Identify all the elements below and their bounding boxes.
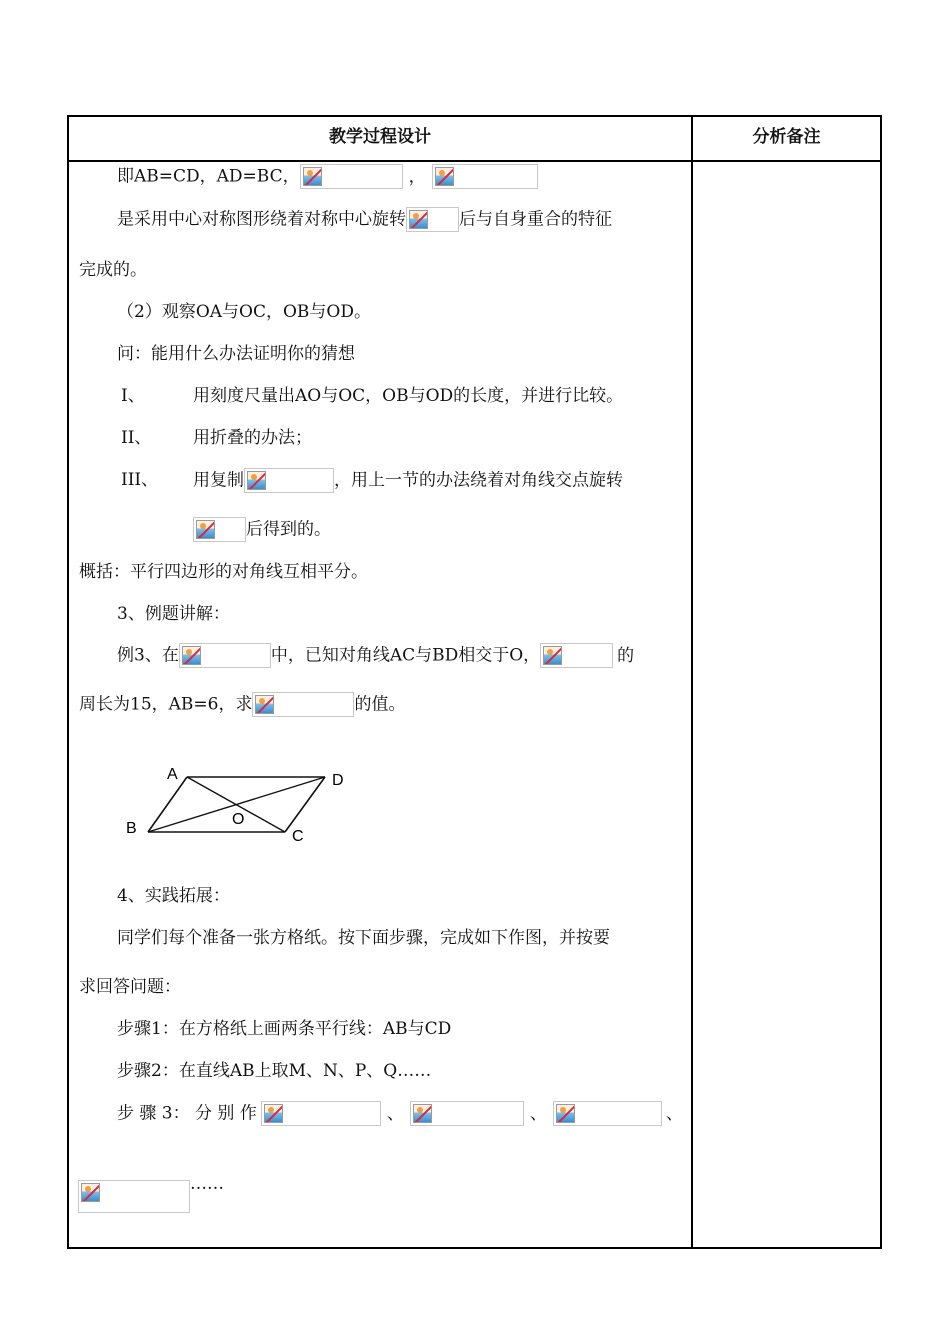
line-13: 周长为15，AB=6，求 的值。 <box>79 690 405 718</box>
col-header-process: 教学过程设计 <box>329 127 431 147</box>
broken-image-icon <box>406 207 459 232</box>
line-6-num: I、 <box>121 386 145 406</box>
line-14: 4、实践拓展： <box>117 886 230 906</box>
line-7-num: II、 <box>121 428 152 448</box>
line-18: 步骤2：在直线AB上取M、N、P、Q…… <box>117 1061 432 1081</box>
line-6-text: 用刻度尺量出AO与OC，OB与OD的长度，并进行比较。 <box>193 386 624 406</box>
broken-image-icon <box>179 643 271 668</box>
broken-image-icon <box>553 1101 662 1126</box>
broken-image-icon <box>300 164 403 189</box>
edge-dc <box>285 777 325 832</box>
label-d: D <box>332 772 344 789</box>
broken-image-icon <box>244 468 334 493</box>
edge-ab <box>148 777 187 832</box>
broken-image-icon <box>261 1101 381 1126</box>
line-2: 是采用中心对称图形绕着对称中心旋转 后与自身重合的特征 <box>117 205 612 233</box>
line-19: 步 骤 3： 分 别 作 、 、 、 <box>117 1099 683 1127</box>
label-o: O <box>232 811 245 828</box>
line-8-text: 用复制 ，用上一节的办法绕着对角线交点旋转 <box>193 466 623 494</box>
column-divider <box>691 117 693 1247</box>
line-7-text: 用折叠的办法； <box>193 428 312 448</box>
parallelogram-figure <box>115 757 355 852</box>
line-20: …… <box>78 1170 224 1198</box>
col-header-notes: 分析备注 <box>752 127 821 147</box>
line-10: 概括：平行四边形的对角线互相平分。 <box>79 562 368 582</box>
line-16: 求回答问题： <box>79 977 181 997</box>
label-a: A <box>167 766 178 783</box>
label-b: B <box>126 820 137 837</box>
broken-image-icon <box>540 643 613 668</box>
broken-image-icon <box>432 164 538 189</box>
line-17: 步骤1：在方格纸上画两条平行线：AB与CD <box>117 1019 452 1039</box>
broken-image-icon <box>410 1101 524 1126</box>
broken-image-icon <box>252 692 354 717</box>
line-1: 即AB=CD，AD=BC， ， <box>117 162 538 190</box>
line-8-num: III、 <box>121 470 159 490</box>
line-4: （2）观察OA与OC，OB与OD。 <box>117 302 371 322</box>
line-5: 问：能用什么办法证明你的猜想 <box>117 344 355 364</box>
line-12: 例3、在 中，已知对角线AC与BD相交于O， 的 <box>117 641 634 669</box>
label-c: C <box>292 828 304 845</box>
line-11: 3、例题讲解： <box>117 604 230 624</box>
line-3: 完成的。 <box>79 260 147 280</box>
broken-image-icon <box>193 517 246 542</box>
broken-image-icon <box>78 1180 190 1213</box>
line-9: 后得到的。 <box>193 515 331 543</box>
line-15: 同学们每个准备一张方格纸。按下面步骤，完成如下作图，并按要 <box>117 928 610 948</box>
